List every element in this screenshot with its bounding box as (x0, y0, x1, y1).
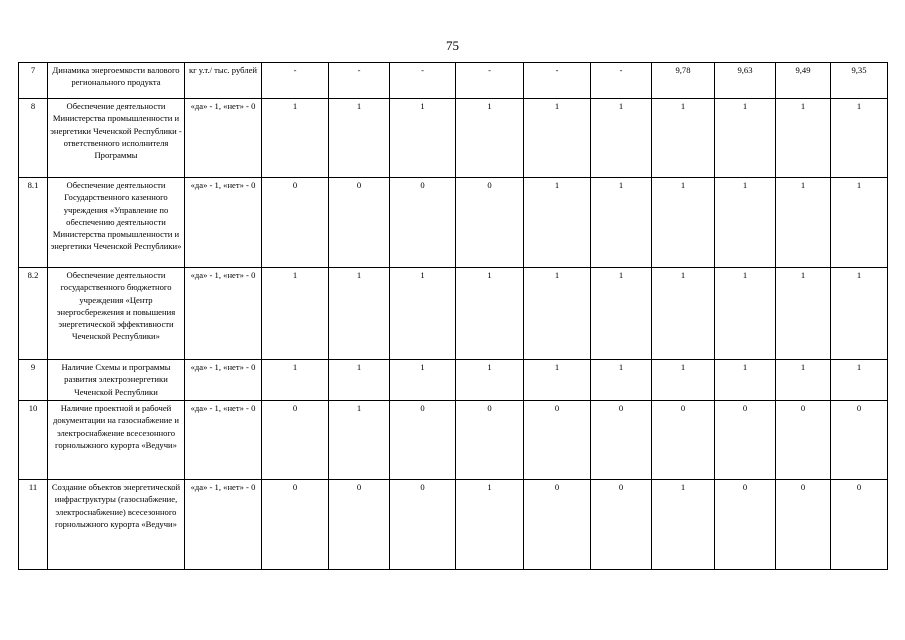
value-cell: 1 (524, 178, 591, 268)
value-cell: - (456, 63, 524, 99)
indicator-name: Создание объектов энергетической инфраструктуры (газоснабжение, электроснабжение) всесезонного горнолыжного курорта «Ведучи» (48, 480, 185, 570)
value-cell: 0 (262, 480, 329, 570)
value-cell: - (329, 63, 390, 99)
table-row (19, 401, 888, 480)
value-cell: 0 (591, 480, 652, 570)
indicator-unit: «да» - 1, «нет» - 0 (185, 360, 262, 401)
value-cell: 0 (524, 401, 591, 480)
table-row (19, 360, 888, 401)
value-cell: 0 (776, 480, 831, 570)
value-cell: 0 (831, 480, 888, 570)
row-number: 11 (19, 480, 48, 570)
value-cell: 1 (262, 268, 329, 360)
value-cell: 9,35 (831, 63, 888, 99)
value-cell: 1 (262, 99, 329, 178)
value-cell: 1 (456, 99, 524, 178)
value-cell: 1 (456, 480, 524, 570)
value-cell: 1 (652, 99, 715, 178)
indicator-unit: «да» - 1, «нет» - 0 (185, 99, 262, 178)
value-cell: 1 (652, 360, 715, 401)
indicator-name: Наличие Схемы и программы развития электроэнергетики Чеченской Республики (48, 360, 185, 401)
value-cell: 0 (390, 178, 456, 268)
value-cell: 1 (831, 360, 888, 401)
indicator-name: Обеспечение деятельности Государственного казенного учреждения «Управление по обеспечению деятельности Министерства промышленности и энергетики Чеченской Республики» (48, 178, 185, 268)
table-row (19, 178, 888, 268)
value-cell: 1 (715, 178, 776, 268)
value-cell: 0 (456, 401, 524, 480)
table-row (19, 63, 888, 99)
value-cell: - (262, 63, 329, 99)
indicator-name: Обеспечение деятельности Министерства промышленности и энергетики Чеченской Республики - ответственного исполнителя Программы (48, 99, 185, 178)
value-cell: 1 (329, 401, 390, 480)
value-cell: 0 (715, 401, 776, 480)
value-cell: 0 (262, 401, 329, 480)
value-cell: - (390, 63, 456, 99)
value-cell: 1 (329, 268, 390, 360)
value-cell: 0 (776, 401, 831, 480)
row-number: 7 (19, 63, 48, 99)
indicator-unit: кг у.т./ тыс. рублей (185, 63, 262, 99)
page-number: 75 (446, 38, 459, 53)
value-cell: 1 (776, 178, 831, 268)
row-number: 8.2 (19, 268, 48, 360)
value-cell: 1 (390, 360, 456, 401)
value-cell: 0 (390, 480, 456, 570)
value-cell: 1 (591, 99, 652, 178)
value-cell: 1 (715, 99, 776, 178)
row-number: 8 (19, 99, 48, 178)
value-cell: - (524, 63, 591, 99)
value-cell: 0 (390, 401, 456, 480)
value-cell: 1 (262, 360, 329, 401)
value-cell: - (591, 63, 652, 99)
table-row (19, 480, 888, 570)
indicator-name: Наличие проектной и рабочей документации на газоснабжение и электроснабжение всесезонного горнолыжного курорта «Ведучи» (48, 401, 185, 480)
value-cell: 1 (776, 99, 831, 178)
value-cell: 1 (591, 178, 652, 268)
value-cell: 0 (591, 401, 652, 480)
value-cell: 1 (390, 99, 456, 178)
indicator-name: Динамика энергоемкости валового регионального продукта (48, 63, 185, 99)
value-cell: 1 (831, 99, 888, 178)
value-cell: 0 (831, 401, 888, 480)
row-number: 8.1 (19, 178, 48, 268)
value-cell: 1 (715, 360, 776, 401)
value-cell: 1 (524, 360, 591, 401)
value-cell: 0 (262, 178, 329, 268)
indicator-unit: «да» - 1, «нет» - 0 (185, 401, 262, 480)
value-cell: 1 (831, 268, 888, 360)
value-cell: 1 (831, 178, 888, 268)
value-cell: 1 (524, 99, 591, 178)
indicators-table (18, 62, 888, 570)
value-cell: 1 (591, 268, 652, 360)
table-row (19, 268, 888, 360)
indicator-unit: «да» - 1, «нет» - 0 (185, 178, 262, 268)
value-cell: 1 (776, 360, 831, 401)
value-cell: 1 (652, 178, 715, 268)
value-cell: 0 (652, 401, 715, 480)
value-cell: 1 (329, 99, 390, 178)
value-cell: 1 (715, 268, 776, 360)
value-cell: 1 (390, 268, 456, 360)
value-cell: 9,78 (652, 63, 715, 99)
value-cell: 1 (652, 268, 715, 360)
value-cell: 1 (456, 360, 524, 401)
value-cell: 0 (329, 480, 390, 570)
table-row (19, 99, 888, 178)
value-cell: 1 (456, 268, 524, 360)
indicator-name: Обеспечение деятельности государственного бюджетного учреждения «Центр энергосбережения и повышения энергетической эффективности Чеченской Республики» (48, 268, 185, 360)
indicator-unit: «да» - 1, «нет» - 0 (185, 268, 262, 360)
value-cell: 1 (591, 360, 652, 401)
value-cell: 0 (715, 480, 776, 570)
value-cell: 1 (524, 268, 591, 360)
value-cell: 9,49 (776, 63, 831, 99)
row-number: 9 (19, 360, 48, 401)
value-cell: 1 (652, 480, 715, 570)
row-number: 10 (19, 401, 48, 480)
value-cell: 1 (776, 268, 831, 360)
value-cell: 9,63 (715, 63, 776, 99)
value-cell: 0 (524, 480, 591, 570)
value-cell: 1 (329, 360, 390, 401)
value-cell: 0 (456, 178, 524, 268)
value-cell: 0 (329, 178, 390, 268)
indicator-unit: «да» - 1, «нет» - 0 (185, 480, 262, 570)
